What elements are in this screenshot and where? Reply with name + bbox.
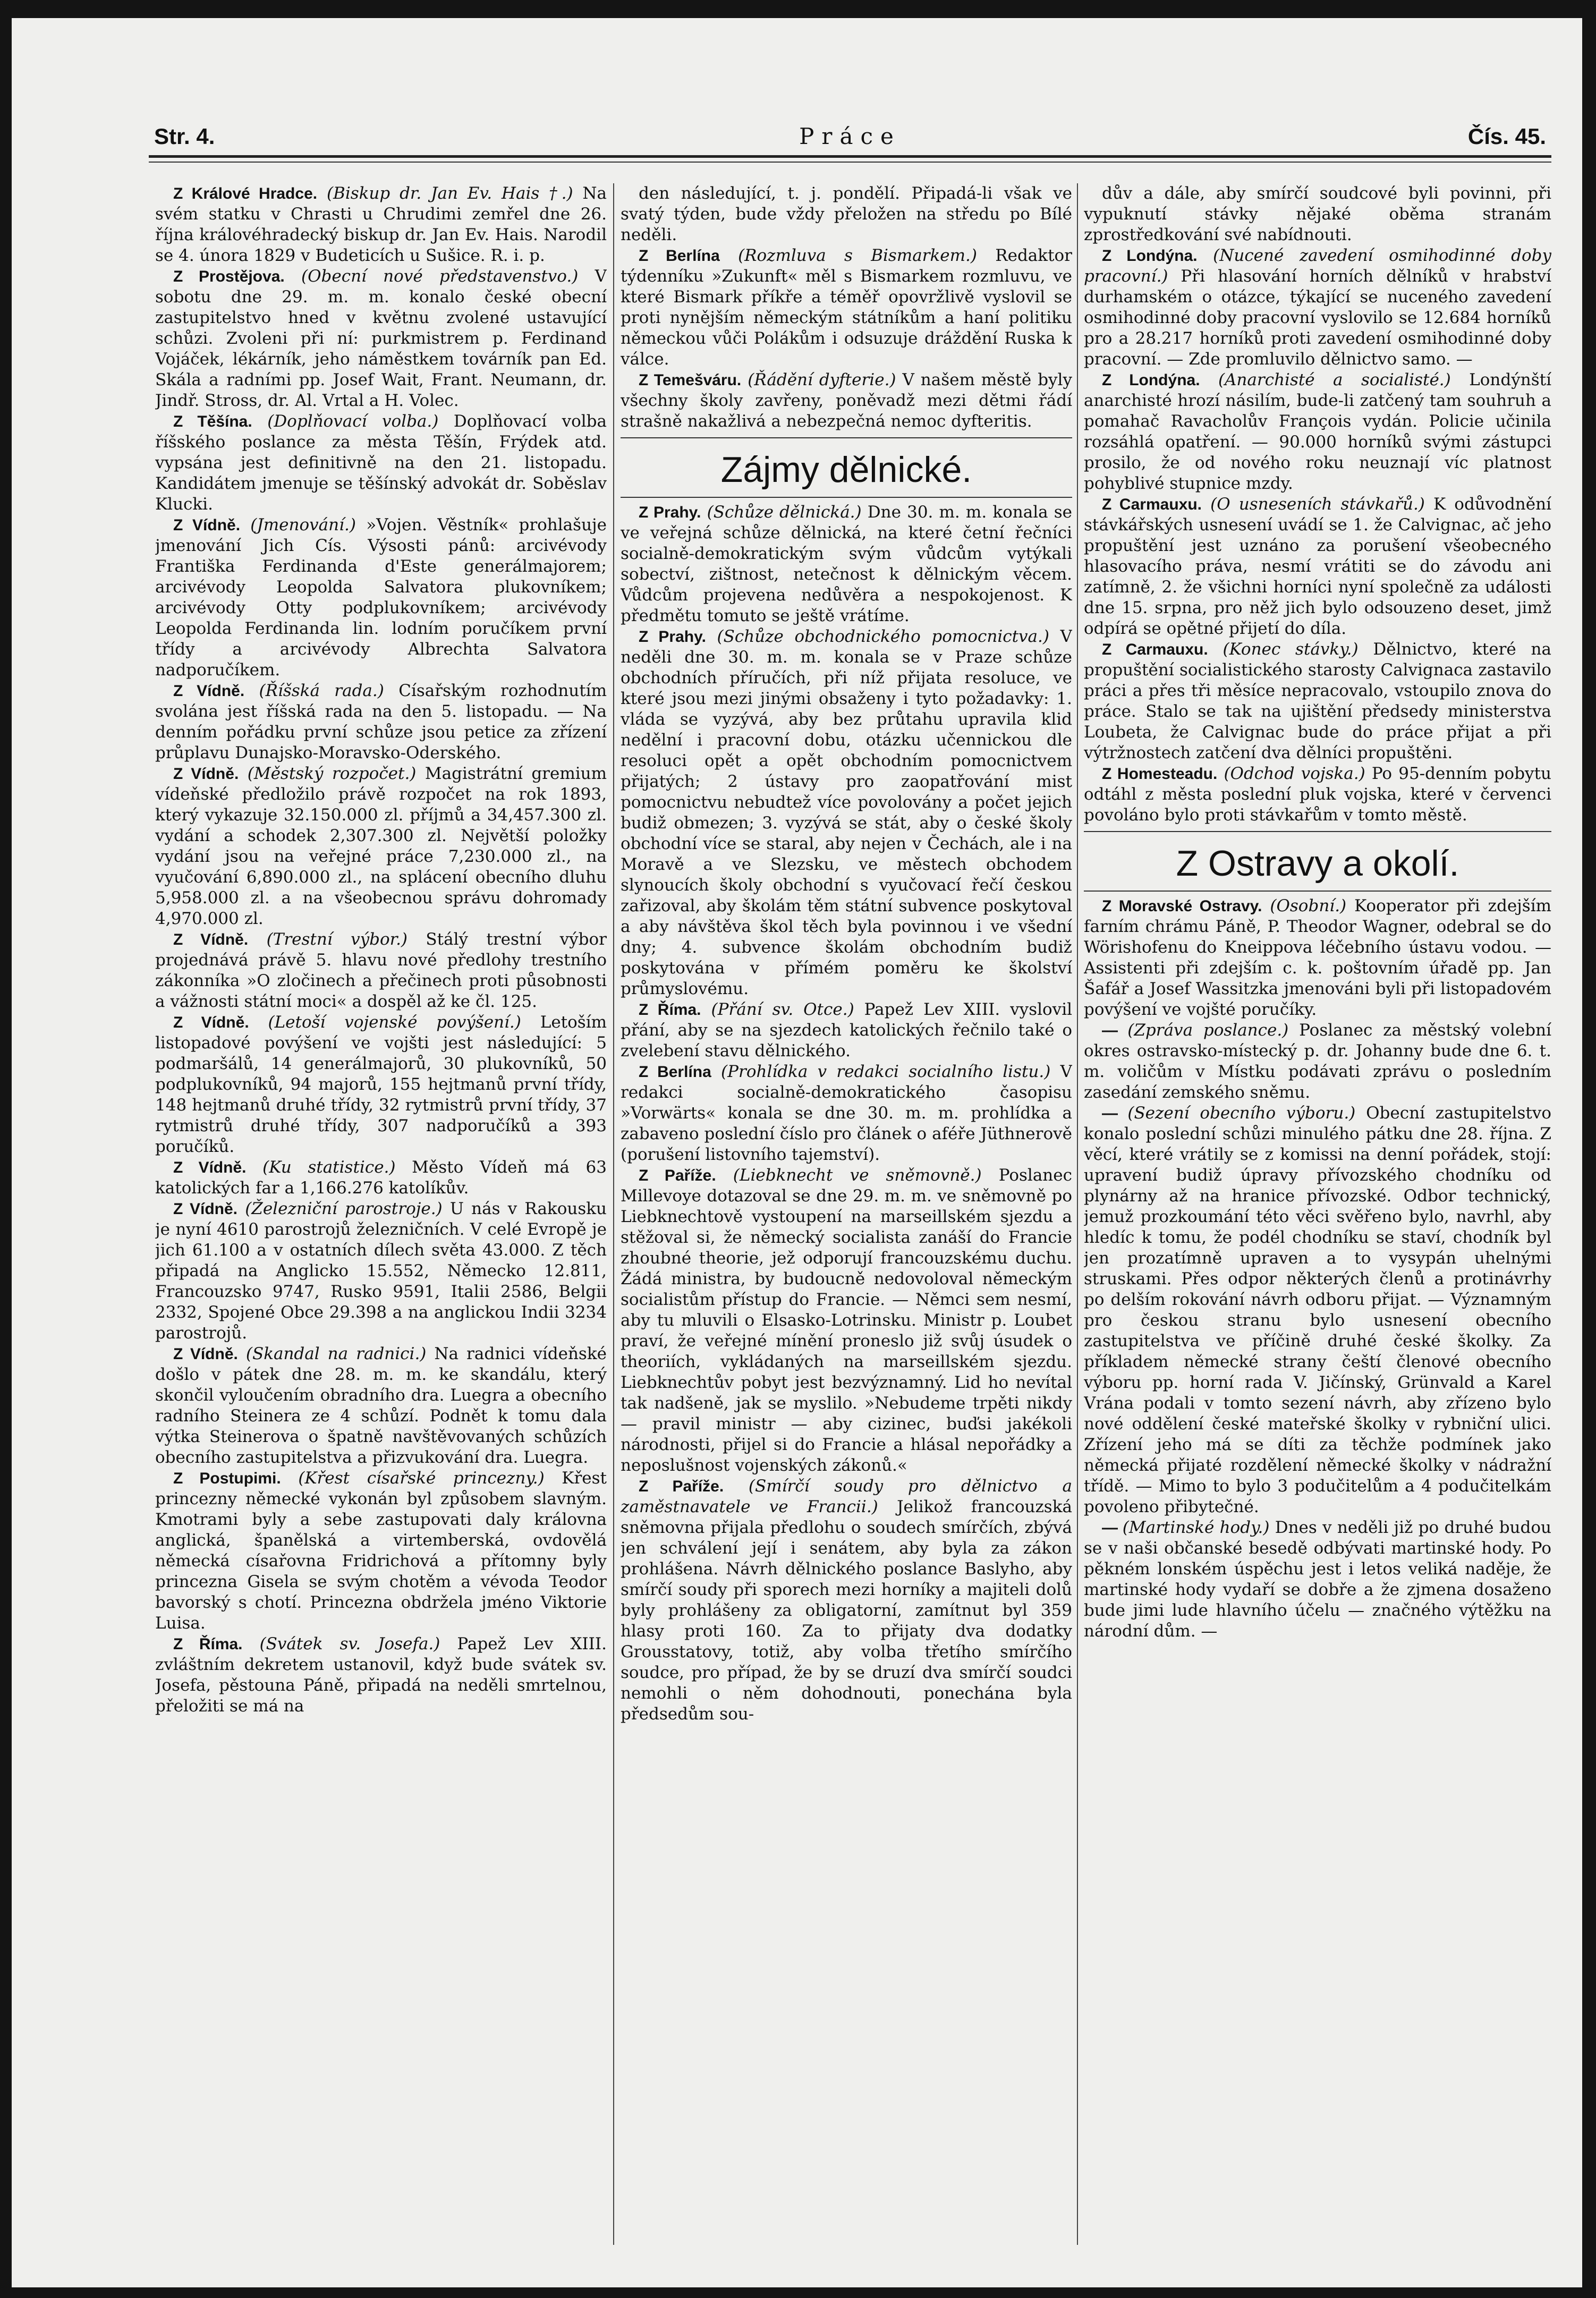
- column-2: [621, 183, 1072, 2245]
- news-item: [1084, 1103, 1551, 1517]
- news-body: Dnes v neděli již po druhé budou se v naši občanské besedě odbývati martinské hody. Po pěkném lonském úspěchu jest i letos veliká naděje, že martinské hody vydaří se dobře a že zjmena dosaženo bude jimi lude hlavního účelu — značného výtěžku na národní dům. —: [1084, 1518, 1551, 1641]
- section-rule: [621, 437, 1072, 438]
- news-item: [155, 515, 607, 681]
- news-place: Z Paříže.: [639, 1478, 724, 1495]
- news-place: Z Vídně.: [173, 765, 239, 783]
- news-item: [621, 370, 1072, 432]
- news-body: Na svém statku v Chrasti u Chrudimi zemřel dne 26. října královéhradecký biskup dr. Jan Ev. Hais. Narodil se 4. února 1829 v Budeticích u Sušice. R. i. p.: [155, 184, 607, 265]
- news-body: Při hlasování horních dělníků v hrabství durhamském o otázce, týkající se nuceného zavedení osmihodinné doby pracovní vyslovilo se 12.684 horníků pro a 28.217 horníků proti zavedení osmihodinné doby pracovní. — Zde promluvilo dělnictvo samo. —: [1084, 267, 1551, 369]
- news-place: Z Temešváru.: [639, 371, 742, 389]
- news-item: [621, 626, 1072, 999]
- news-topic: (Prohlídka v redakci socialního listu.): [721, 1062, 1051, 1081]
- news-place: Z Carmauxu.: [1102, 641, 1208, 658]
- news-topic: (Odchod vojska.): [1224, 764, 1365, 783]
- news-item: [155, 929, 607, 1012]
- section-rule: [1084, 891, 1551, 892]
- news-place: Z Londýna.: [1102, 247, 1198, 265]
- scan-border-bottom: [0, 2287, 1596, 2298]
- news-topic: (Svátek sv. Josefa.): [259, 1634, 440, 1653]
- news-topic: (Městský rozpočet.): [247, 764, 417, 783]
- section-heading-zajmy-delnicke: Zájmy dělnické.: [720, 450, 972, 490]
- news-topic: (Schůze obchodnického pomocnictva.): [717, 627, 1049, 646]
- news-topic: (Železniční parostroje.): [245, 1199, 443, 1218]
- news-place: Z Říma.: [173, 1635, 243, 1653]
- news-body: Letoším listopadové povýšení ve vojšti jest následující: 5 podmaršálů, 14 generálmajorů, 30 plukovníků, 50 podplukovníků, 94 majorů, 155 hejtmanů první třídy, 148 hejtmanů druhé třídy, 32 rytmistrů první třídy, 37 rytmistrů druhé třídy, 307 nadporučíků a 393 poručíků.: [155, 1013, 607, 1156]
- news-item: [1084, 494, 1551, 639]
- news-continuation: dův a dále, aby smírčí soudcové byli povinni, při vypuknutí stávky nějaké oběma stranám zprostředkování své nabídnouti.: [1084, 184, 1551, 244]
- section-rule: [1084, 831, 1551, 832]
- news-item: [155, 183, 607, 266]
- news-item: [621, 999, 1072, 1062]
- news-place: Z Prostějova.: [173, 268, 285, 285]
- news-body: V našem městě byly všechny školy zavřeny, poněvadž mezi dětmi řádí strašně nakažlivá a nebezpečná nemoc dyfteritis.: [621, 370, 1072, 431]
- news-item: [621, 502, 1072, 626]
- news-topic: (Schůze dělnická.): [707, 503, 862, 522]
- news-place: Z Vídně.: [173, 682, 245, 700]
- news-place: Z Homesteadu.: [1102, 765, 1218, 783]
- news-body: Poslanec Millevoye dotazoval se dne 29. m. m. ve sněmovně po Liebknechtově vystoupení na marseillském sjezdu a stěžoval si, že německý socialista zanáší do Francie zhoubné theorie, jež odporují francouzskému duchu. Žádá ministra, by budoucně nedovoloval německým socialistům přístup do Francie. — Němci sem nesmí, aby tu mluvili o Elsasko-Lotrinsku. Ministr p. Loubet praví, že veřejné mínění proneslo již svůj úsudek o theoriích, vykládaných na marseillském sjezdu. Liebknechtův pobyt jest bezvýznamný. Lid ho nevítal tak nadšeně, jak se myslilo. »Nebudeme trpěti nikdy — pravil ministr — aby cizinec, buďsi jakékoli národnosti, přijel si do Francie a hlásal nepořádky a neposlušnost vojenských zákonů.«: [621, 1166, 1072, 1475]
- news-topic: (Doplňovací volba.): [267, 412, 439, 431]
- news-topic: (Letoší vojenské povýšení.): [268, 1013, 521, 1032]
- news-topic: (Trestní výbor.): [266, 930, 408, 949]
- news-place: —: [1102, 1519, 1123, 1537]
- news-body: Na radnici vídeňské došlo v pátek dne 28. m. m. ke skandálu, který skončil vyloučením obradního dra. Luegra a obecního radního Steinera ze 4 schůzí. Podnět k tomu dala výtka Steinerova o špatně navštěvovaných schůzích obecního zastupitelstva a přizvukování dra. Luegra.: [155, 1344, 607, 1467]
- news-body: Stálý trestní výbor projednává právě 5. hlavu nové předlohy trestního zákonníka »O zločinech a přečinech proti působnosti a vážnosti státní moci« a dospěl až ke čl. 125.: [155, 930, 607, 1011]
- news-place: Z Paříže.: [639, 1167, 716, 1184]
- news-place: Z Říma.: [639, 1001, 701, 1019]
- news-body: Kooperator při zdejším farním chrámu Páně, P. Theodor Wagner, odebral se do Wörishofenu do Kneippova léčebního ústavu vodou. — Assistenti při zdejším c. k. poštovním úřadě pp. Jan Šafář a Josef Wassitzka jmenováni byli při listopadovém povýšení ve vojšté poručíky.: [1084, 896, 1551, 1019]
- header-rule-thin: [149, 162, 1551, 163]
- news-topic: (Jmenování.): [250, 515, 356, 535]
- news-item: [621, 245, 1072, 370]
- news-item: [155, 1012, 607, 1157]
- news-item: [1084, 639, 1551, 764]
- header-rule-thick: [149, 155, 1551, 158]
- news-body: Dne 30. m. m. konala se ve veřejná schůze dělnická, na které četní řečníci socialně-demokratickým svým vůdcům vytýkali sobectví, zištnost, netečnost k dělnickým věcem. Vůdcům projevena nedůvěra a nespokojenost. K předmětu tomuto se ještě vrátíme.: [621, 503, 1072, 625]
- news-place: Z Králové Hradce.: [173, 185, 318, 202]
- section-heading-z-ostravy: Z Ostravy a okolí.: [1176, 843, 1459, 884]
- column-divider-2: [1077, 183, 1078, 2245]
- news-item: [1084, 370, 1551, 494]
- news-place: Z Těšína.: [173, 413, 252, 430]
- news-place: Z Vídně.: [173, 1200, 238, 1218]
- news-topic: (Říšská rada.): [259, 681, 384, 700]
- news-topic: (Rozmluva s Bismarkem.): [738, 246, 977, 265]
- news-place: Z Londýna.: [1102, 371, 1200, 389]
- news-item: [155, 266, 607, 411]
- news-place: —: [1102, 1022, 1128, 1039]
- news-item: [155, 681, 607, 764]
- news-topic: (Osobní.): [1270, 896, 1347, 915]
- news-place: Z Vídně.: [173, 1159, 247, 1176]
- news-body: K odůvodnění stávkářských usnesení uvádí se 1. že Calvignac, ač jeho propuštění jest uznáno za porušení všeobecného hlasovacího práva, nesmí vrátiti se do závodu ani zatímně, 2. že všichni horníci nyní společně za události dne 15. srpna, pro něž jich bylo odsouzeno deset, jimž odpírá se opětné přijetí do díla.: [1084, 495, 1551, 638]
- section-rule: [621, 497, 1072, 498]
- news-item: [1084, 1517, 1551, 1642]
- news-place: Z Postupimi.: [173, 1470, 281, 1487]
- news-item: [155, 1634, 607, 1717]
- news-topic: (Obecní nové představenstvo.): [301, 267, 579, 286]
- news-continuation: den následující, t. j. pondělí. Připadá-li však ve svatý týden, bude vždy přeložen na středu po Bílé neděli.: [621, 184, 1072, 244]
- news-item: [1084, 1020, 1551, 1103]
- news-body: Dělnictvo, které na propuštění socialistického starosty Calvignaca zastavilo práci a přes tři měsíce nepracovalo, vstoupilo znova do práce. Stalo se tak na ujištění předsedy ministerstva Loubeta, že Calvignac bude do práce přijat a při výtržnostech zatčení dva dělníci propuštěni.: [1084, 640, 1551, 762]
- news-body: Poslanec za městský volební okres ostravsko-místecký p. dr. Johanny bude dne 6. t. m. voličům v Místku podávati zprávu o posledním zasedání zemského sněmu.: [1084, 1021, 1551, 1102]
- news-body: U nás v Rakousku je nyní 4610 parostrojů železničních. V celé Evropě je jich 61.100 a v ostatních dílech světa 43.000. Z těch připadá na Anglicko 15.552, Německo 12.811, Francouzsko 9747, Rusko 9591, Italii 2586, Belgii 2332, Spojené Obce 29.398 a na anglickou Indii 3234 parostrojů.: [155, 1199, 607, 1343]
- news-body: »Vojen. Věstník« prohlašuje jmenování Jich Cís. Výsosti pánů: arcivévody Františka Ferdinanda d'Este generálmajorem; arcivévody Leopolda Salvatora plukovníkem; arcivévody Otty podplukovníkem; arcivévody Leopolda Ferdinanda lin. lodním poručíkem první třídy a arcivévody Albrechta Salvatora nadporučíkem.: [155, 515, 607, 680]
- news-topic: (Konec stávky.): [1223, 640, 1359, 659]
- news-body: Papež Lev XIII. zvláštním dekretem ustanovil, když bude svátek sv. Josefa, pěstouna Páně, připadá na neděli smrtelnou, přeložiti se má na: [155, 1634, 607, 1716]
- newspaper-title: Práce: [799, 123, 901, 149]
- news-topic: (Liebknecht ve sněmovně.): [733, 1166, 982, 1185]
- news-item: [621, 1062, 1072, 1165]
- news-item: [1084, 896, 1551, 1020]
- column-divider-1: [613, 183, 614, 2245]
- news-topic: (Křest císařské princezny.): [298, 1469, 545, 1488]
- news-item: [155, 764, 607, 929]
- news-body: Obecní zastupitelstvo konalo poslední schůzi minulého pátku dne 28. října. Z věcí, které vrátily se z komissi na denní pořádek, stojí: upravení budiž úpravy přívozského chodníku od plynárny až na hranice přívozské. Odbor technický, jemuž prozkoumání této věci svěřeno bylo, navrhl, aby hledíc k tomu, že podél chodníku se staví, chodník byl jen prozatímně upraven a to vysypán uhelnými struskami. Přes odpor některých členů a protinávrhy po delším rokování návrh odboru přijat. — Významným pro českou stranu bylo usnesení obecního zastupitelstva ve příčině druhé české školky. Za příkladem německé strany čeští členové obecního výboru pp. horní rada V. Jičínský, Grünvald a Karel Vrána podali v tomto sezení návrh, aby zřízeno bylo nové oddělení české mateřské školky v rybniční ulici. Zřízení jeho má se díti za těchže podmínek jako německá přijaté rozdělení německé školky v nádražní třídě. — Mimo to bylo 3 podučitelům a 4 podučitelkám povoleno přibytečné.: [1084, 1104, 1551, 1516]
- news-place: Z Vídně.: [173, 1345, 238, 1363]
- news-body: Redaktor týdenníku »Zukunft« měl s Bismarkem rozmluvu, ve které Bismark příkře a téměř opovržlivě vyslovil se proti nynějším německým státníkům a haní politiku německou vůči Polákům i odsuzuje dráždění Ruska k válce.: [621, 246, 1072, 369]
- news-body: Magistrátní gremium vídeňské předložilo právě rozpočet na rok 1893, který vykazuje 32.150.000 zl. příjmů a 34,457.300 zl. vydání a schodek 2,307.300 zl. Největší položky vydání jsou na veřejné práce 7,230.000 zl., na vyučování 6,890.000 zl., na splácení obecního dluhu 5,958.000 zl. a na všeobecnou správu dohromady 4,970.000 zl.: [155, 764, 607, 928]
- news-place: Z Vídně.: [173, 516, 241, 534]
- news-item: [621, 1165, 1072, 1476]
- news-topic: (Přání sv. Otce.): [711, 1000, 854, 1019]
- scan-border-right: [1582, 0, 1596, 2298]
- news-place: Z Prahy.: [639, 628, 706, 646]
- news-topic: (Ku statistice.): [262, 1158, 396, 1177]
- news-body: V sobotu dne 29. m. m. konalo české obecní zastupitelstvo hned v květnu zvolené ustavující schůzi. Zvoleni při ní: purkmistrem p. Ferdinand Vojáček, lékárník, jeho náměstkem továrník pan Ed. Skála a radními pp. Josef Wait, Frant. Neumann, dr. Jindř. Stross, dr. Al. Vrtal a H. Volec.: [155, 267, 607, 410]
- scan-border-top: [0, 0, 1596, 18]
- news-topic: (Řádění dyfterie.): [748, 370, 896, 389]
- news-topic: (Biskup dr. Jan Ev. Hais †.): [326, 184, 573, 203]
- news-item: [1084, 245, 1551, 370]
- news-place: Z Prahy.: [639, 504, 701, 521]
- page-header: [154, 123, 1546, 150]
- column-1: [155, 183, 607, 2245]
- news-body: Císařským rozhodnutím svolána jest říšská rada na den 5. listopadu. — Na denním pořádku první schůze jsou petice za zřízení průplavu Dunajsko-Moravsko-Oderského.: [155, 681, 607, 762]
- news-topic: (Sezení obecního výboru.): [1127, 1104, 1356, 1123]
- news-topic: (O usneseních stávkařů.): [1210, 495, 1425, 514]
- news-body: Doplňovací volba říšského poslance za města Těšín, Frýdek atd. vypsána jest definitivně na den 21. listopadu. Kandidátem jmenuje se těšínský advokát dr. Soběslav Klucki.: [155, 412, 607, 514]
- news-topic: (Zpráva poslance.): [1127, 1021, 1289, 1040]
- news-body: Jelikož francouzská sněmovna přijala předlohu o soudech smírčích, zbývá jen schválení její i senátem, aby byla za zákon prohlášena. Návrh dělnického poslance Baslyho, aby smírčí soudy při sporech mezi horníky a majiteli dolů byly prohlášeny za obligatorní, zamítnut byl 359 hlasy proti 160. Za to přijaty dva dodatky Grousstatovy, totiž, aby volba třetího smírčího soudce, pro případ, že by se druzí dva smírčí soudci nemohli o něm dohodnouti, ponechána byla předsedům sou-: [621, 1497, 1072, 1724]
- news-body: Křest princezny německé vykonán byl způsobem slavným. Kmotrami byly a sebe zastupovati daly královna anglická, španělská a virtemberská, ovdovělá německá císařovna Fridrichová a přítomny byly princezna Gisela se svým chotěm a vévoda Teodor bavorský s chotí. Princezna obdržela jméno Viktorie Luisa.: [155, 1469, 607, 1633]
- news-topic: (Skandal na radnici.): [245, 1344, 427, 1363]
- news-place: Z Vídně.: [173, 931, 249, 948]
- news-item: [155, 1199, 607, 1344]
- news-body: Po 95-denním pobytu odtáhl z města poslední pluk vojska, které v červenci povoláno bylo proti stávkařům v tomto městě.: [1084, 764, 1551, 825]
- news-topic: (Smírčí soudy pro dělnictvo a zaměstnavatele ve Francii.): [621, 1477, 1072, 1516]
- news-place: Z Vídně.: [173, 1014, 249, 1031]
- news-body: V neděli dne 30. m. m. konala se v Praze schůze obchodních příručích, při níž přijata resoluce, ve které jsou mezi jinými obsaženy i tyto požadavky: 1. vláda se vyzývá, aby bez průtahu upravila klid nedělní i pracovní dobu, otázku učennickou dle resoluci opět a opět obchodním pomocnictvem přijatých; 2 ústavy pro zaopatřování mist pomocnictvu nebudtež více povolovány a počet jejich budiž obmezen; 3. vyzývá se stát, aby o české školy obchodní více se staral, aby nejen v Čechách, ale i na Moravě a ve Slezsku, ve městech obchodem slynoucích školy obchodní s vyučovací řečí českou zařizoval, aby školám těm státní subvence poskytoval a aby návštěva škol těch byla povinnou i ve všední dny; 4. subvence školám obchodním budiž poskytována v přímém poměru ke školství průmyslovému.: [621, 627, 1072, 998]
- news-place: Z Berlína: [639, 1063, 711, 1081]
- news-body: Londýnští anarchisté hrozí násilím, bude-li zatčený tam souhruh a pomahač Ravacholův François vydán. Policie učinila rozsáhlá opatření. — 90.000 horníků svými zástupci prosilo, že od nového roku neuznají víc platnost pohyblivé stupnice mzdy.: [1084, 370, 1551, 493]
- news-item: [1084, 764, 1551, 826]
- news-item: [155, 411, 607, 515]
- page-number: Str. 4.: [154, 124, 215, 149]
- news-item: [155, 1344, 607, 1468]
- news-item: [155, 1468, 607, 1634]
- news-place: Z Carmauxu.: [1102, 496, 1202, 513]
- news-body: Papež Lev XIII. vyslovil přání, aby se na sjezdech katolických řečnilo také o zvelebení stavu dělnického.: [621, 1000, 1072, 1061]
- news-body: V redakci socialně-demokratického časopisu »Vorwärts« konala se dne 30. m. m. prohlídka a zabaveno poslední číslo pro článek o aféře Jüthnerově (porušení listovního tajemství).: [621, 1062, 1072, 1164]
- scan-border-left: [0, 0, 12, 2298]
- news-place: —: [1102, 1105, 1128, 1122]
- news-place: Z Moravské Ostravy.: [1102, 897, 1262, 915]
- news-item: [155, 1157, 607, 1199]
- news-body: Město Vídeň má 63 katolických far a 1,166.276 katolíkův.: [155, 1158, 607, 1198]
- issue-number: Čís. 45.: [1467, 124, 1546, 149]
- column-3: [1084, 183, 1551, 2245]
- news-item: [621, 1476, 1072, 1725]
- news-place: Z Berlína: [639, 247, 720, 265]
- news-topic: (Nucené zavedení osmihodinné doby pracovní.): [1084, 246, 1551, 286]
- news-topic: (Anarchisté a socialisté.): [1218, 370, 1451, 389]
- news-topic: (Martinské hody.): [1122, 1518, 1270, 1537]
